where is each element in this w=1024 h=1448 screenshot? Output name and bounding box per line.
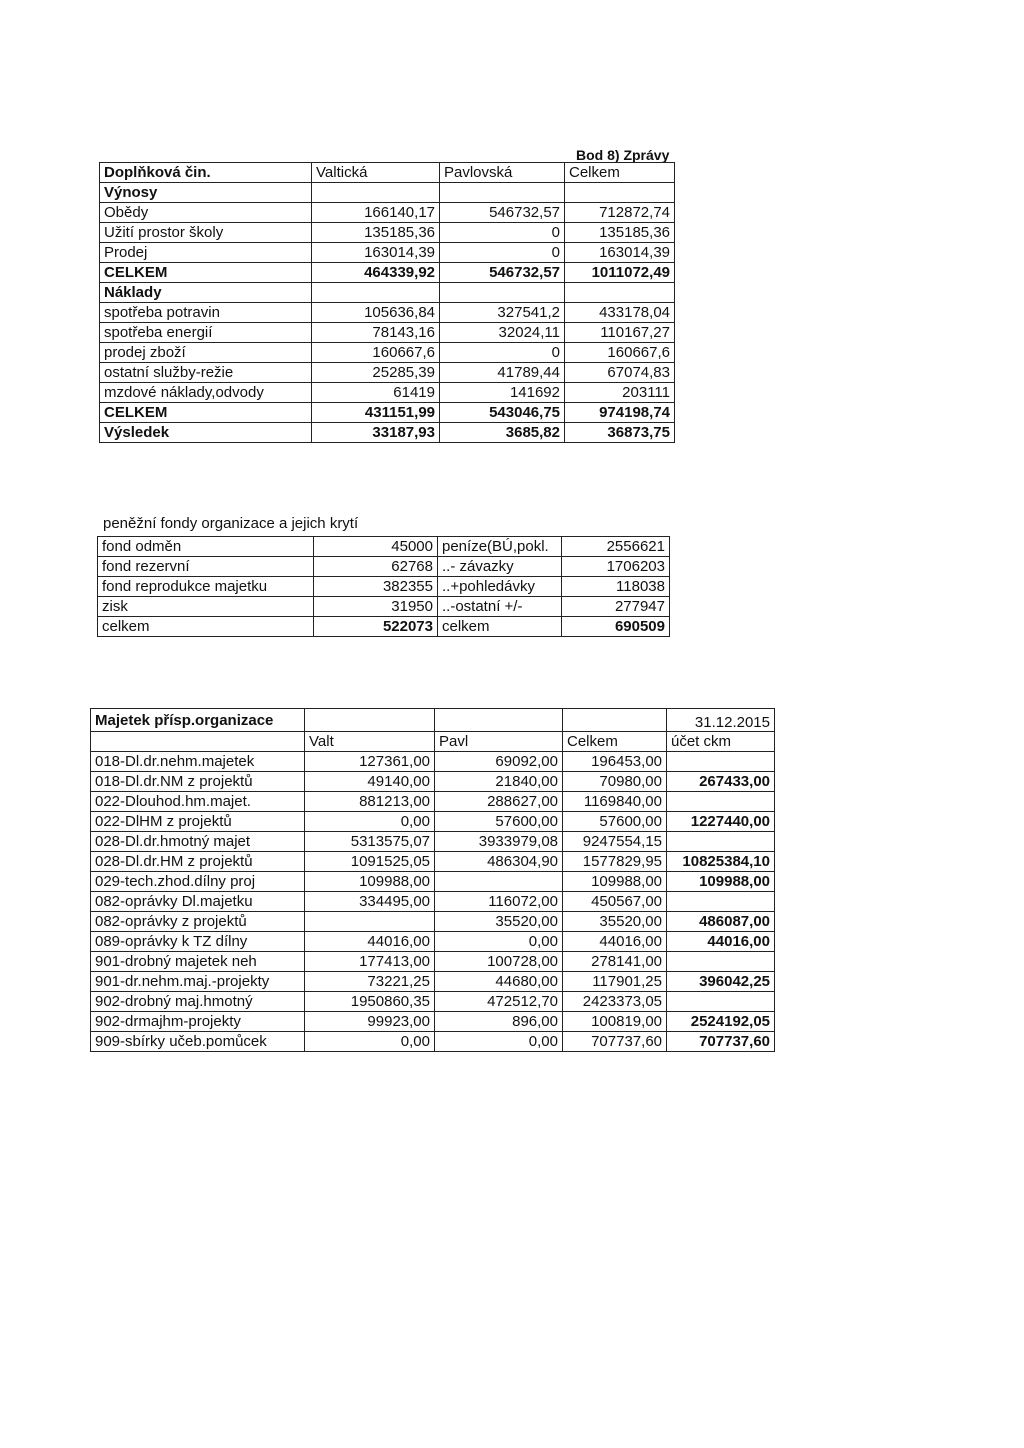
- cell-value: 1169840,00: [563, 792, 667, 812]
- cell-value: 486087,00: [667, 912, 775, 932]
- row-label: Výsledek: [100, 423, 312, 443]
- table-row: [91, 872, 775, 892]
- table-row: [100, 223, 675, 243]
- cell-value: 32024,11: [440, 323, 565, 343]
- row-label: mzdové náklady,odvody: [100, 383, 312, 403]
- table-row: [100, 303, 675, 323]
- table-row: [100, 343, 675, 363]
- table-row: [91, 892, 775, 912]
- cell-value: 160667,6: [312, 343, 440, 363]
- cell-value: 0,00: [305, 812, 435, 832]
- row-label: 018-Dl.dr.NM z projektů: [91, 772, 305, 792]
- cell-value: 100728,00: [435, 952, 563, 972]
- row-label: celkem: [98, 617, 314, 637]
- cell-value: 177413,00: [305, 952, 435, 972]
- cell-value: 70980,00: [563, 772, 667, 792]
- cell-value: [667, 792, 775, 812]
- row-label: 028-Dl.dr.hmotný majet: [91, 832, 305, 852]
- cell-value: 116072,00: [435, 892, 563, 912]
- cell-value: 45000: [314, 537, 438, 557]
- cell-value: 44680,00: [435, 972, 563, 992]
- cell-value: 896,00: [435, 1012, 563, 1032]
- table-row: [91, 1032, 775, 1052]
- result-row: [100, 423, 675, 443]
- col-header-valticka: Valtická: [312, 163, 440, 183]
- cell-value: 57600,00: [435, 812, 563, 832]
- row-label: 022-Dlouhod.hm.majet.: [91, 792, 305, 812]
- cell-value: 196453,00: [563, 752, 667, 772]
- cell-value: 141692: [440, 383, 565, 403]
- cell-value: 431151,99: [312, 403, 440, 423]
- table-assets: [90, 708, 775, 1052]
- cell-value: 21840,00: [435, 772, 563, 792]
- cell-value: 44016,00: [667, 932, 775, 952]
- cell-value: 288627,00: [435, 792, 563, 812]
- cell-value: 1227440,00: [667, 812, 775, 832]
- row-label: 029-tech.zhod.dílny proj: [91, 872, 305, 892]
- row-label: fond odměn: [98, 537, 314, 557]
- cell-value: 78143,16: [312, 323, 440, 343]
- cell-value: 2423373,05: [563, 992, 667, 1012]
- cell-value: 396042,25: [667, 972, 775, 992]
- col-header-celkem: Celkem: [565, 163, 675, 183]
- cell-value: 1577829,95: [563, 852, 667, 872]
- cell-value: [667, 952, 775, 972]
- cell-value: 433178,04: [565, 303, 675, 323]
- cell-value: 0,00: [305, 1032, 435, 1052]
- table-row: [91, 812, 775, 832]
- col-header-celkem: Celkem: [563, 732, 667, 752]
- table-title-row: [91, 709, 775, 732]
- table-row: [91, 932, 775, 952]
- cell-value: 881213,00: [305, 792, 435, 812]
- row-label: Obědy: [100, 203, 312, 223]
- cell-value: 109988,00: [305, 872, 435, 892]
- cell-value: 69092,00: [435, 752, 563, 772]
- cell-value: 62768: [314, 557, 438, 577]
- cell-value: 105636,84: [312, 303, 440, 323]
- cell-value: 57600,00: [563, 812, 667, 832]
- cell-value: 67074,83: [565, 363, 675, 383]
- table-row: [91, 852, 775, 872]
- header-note: Bod 8) Zprávy: [576, 147, 670, 163]
- row-label: 902-drobný maj.hmotný: [91, 992, 305, 1012]
- cell-value: 334495,00: [305, 892, 435, 912]
- cell-value: ..+pohledávky: [438, 577, 562, 597]
- cell-value: 712872,74: [565, 203, 675, 223]
- cell-value: [435, 872, 563, 892]
- cell-value: peníze(BÚ,pokl.: [438, 537, 562, 557]
- cell-value: 44016,00: [563, 932, 667, 952]
- cell-value: ..- závazky: [438, 557, 562, 577]
- row-label: zisk: [98, 597, 314, 617]
- cell-value: ..-ostatní +/-: [438, 597, 562, 617]
- cell-value: 99923,00: [305, 1012, 435, 1032]
- col-header-pavlovska: Pavlovská: [440, 163, 565, 183]
- table-row: [91, 752, 775, 772]
- cell-value: 486304,90: [435, 852, 563, 872]
- cell-value: 974198,74: [565, 403, 675, 423]
- row-label: CELKEM: [100, 403, 312, 423]
- cell-value: 464339,92: [312, 263, 440, 283]
- cell-value: 707737,60: [667, 1032, 775, 1052]
- table-row: [91, 972, 775, 992]
- row-label: 082-oprávky z projektů: [91, 912, 305, 932]
- cell-value: 278141,00: [563, 952, 667, 972]
- cell-value: 0,00: [435, 1032, 563, 1052]
- table-row: [98, 577, 670, 597]
- cell-value: 35520,00: [435, 912, 563, 932]
- table-funds: [97, 536, 670, 637]
- cell-value: 9247554,15: [563, 832, 667, 852]
- cell-value: 35520,00: [563, 912, 667, 932]
- cell-value: 690509: [562, 617, 670, 637]
- total-row: [100, 263, 675, 283]
- cell-value: 5313575,07: [305, 832, 435, 852]
- section-row: [100, 183, 675, 203]
- cell-value: 2524192,05: [667, 1012, 775, 1032]
- cell-value: 49140,00: [305, 772, 435, 792]
- table-row: [91, 992, 775, 1012]
- table-row: [91, 772, 775, 792]
- cell-value: 543046,75: [440, 403, 565, 423]
- cell-value: 203111: [565, 383, 675, 403]
- row-label: celkem: [438, 617, 562, 637]
- cell-value: 160667,6: [565, 343, 675, 363]
- row-label: 902-drmajhm-projekty: [91, 1012, 305, 1032]
- table-row: [91, 832, 775, 852]
- cell-value: 3685,82: [440, 423, 565, 443]
- cell-value: 3933979,08: [435, 832, 563, 852]
- table-row: [100, 203, 675, 223]
- cell-value: 135185,36: [312, 223, 440, 243]
- section-label-revenue: Výnosy: [100, 183, 312, 203]
- cell-value: 1011072,49: [565, 263, 675, 283]
- cell-value: 450567,00: [563, 892, 667, 912]
- cell-value: 1706203: [562, 557, 670, 577]
- cell-value: 382355: [314, 577, 438, 597]
- table-row: [91, 1012, 775, 1032]
- cell-value: 110167,27: [565, 323, 675, 343]
- col-header-ucet-ckm: účet ckm: [667, 732, 775, 752]
- cell-value: [305, 912, 435, 932]
- row-label: 089-oprávky k TZ dílny: [91, 932, 305, 952]
- table-header-row: [100, 163, 675, 183]
- cell-value: 472512,70: [435, 992, 563, 1012]
- cell-value: 73221,25: [305, 972, 435, 992]
- table-row: [100, 383, 675, 403]
- cell-value: 109988,00: [667, 872, 775, 892]
- cell-value: 100819,00: [563, 1012, 667, 1032]
- cell-value: 163014,39: [312, 243, 440, 263]
- cell-value: [667, 892, 775, 912]
- cell-value: 117901,25: [563, 972, 667, 992]
- table-row: [91, 912, 775, 932]
- row-label: 018-Dl.dr.nehm.majetek: [91, 752, 305, 772]
- table-row: [100, 243, 675, 263]
- section-label-costs: Náklady: [100, 283, 312, 303]
- cell-value: 31950: [314, 597, 438, 617]
- cell-value: 267433,00: [667, 772, 775, 792]
- cell-value: 0,00: [435, 932, 563, 952]
- cell-value: 10825384,10: [667, 852, 775, 872]
- cell-value: 1950860,35: [305, 992, 435, 1012]
- table-supplementary-activity: [99, 162, 675, 443]
- cell-value: 522073: [314, 617, 438, 637]
- cell-value: 33187,93: [312, 423, 440, 443]
- cell-value: 118038: [562, 577, 670, 597]
- assets-title: Majetek přísp.organizace: [91, 709, 305, 732]
- row-label: CELKEM: [100, 263, 312, 283]
- total-row: [98, 617, 670, 637]
- row-label: fond rezervní: [98, 557, 314, 577]
- cell-value: 44016,00: [305, 932, 435, 952]
- cell-value: 127361,00: [305, 752, 435, 772]
- cell-value: 546732,57: [440, 203, 565, 223]
- row-label: spotřeba potravin: [100, 303, 312, 323]
- cell-value: 707737,60: [563, 1032, 667, 1052]
- assets-date: 31.12.2015: [667, 709, 775, 732]
- row-label: fond reprodukce majetku: [98, 577, 314, 597]
- cell-value: 109988,00: [563, 872, 667, 892]
- row-label: 082-oprávky Dl.majetku: [91, 892, 305, 912]
- cell-value: 166140,17: [312, 203, 440, 223]
- funds-caption: peněžní fondy organizace a jejich krytí: [103, 515, 359, 532]
- cell-value: 2556621: [562, 537, 670, 557]
- cell-value: 546732,57: [440, 263, 565, 283]
- table-row: [98, 537, 670, 557]
- table-header-row: [91, 732, 775, 752]
- row-label: 901-drobný majetek neh: [91, 952, 305, 972]
- col-header-pavl: Pavl: [435, 732, 563, 752]
- cell-value: 61419: [312, 383, 440, 403]
- row-label: prodej zboží: [100, 343, 312, 363]
- table-row: [100, 323, 675, 343]
- cell-value: 135185,36: [565, 223, 675, 243]
- row-label: Užití prostor školy: [100, 223, 312, 243]
- cell-value: 25285,39: [312, 363, 440, 383]
- cell-value: [667, 832, 775, 852]
- col-header-activity: Doplňková čin.: [100, 163, 312, 183]
- table-row: [91, 792, 775, 812]
- row-label: 022-DlHM z projektů: [91, 812, 305, 832]
- table-row: [91, 952, 775, 972]
- table-row: [98, 557, 670, 577]
- row-label: Prodej: [100, 243, 312, 263]
- cell-value: [667, 752, 775, 772]
- cell-value: 0: [440, 343, 565, 363]
- cell-value: 0: [440, 223, 565, 243]
- cell-value: 41789,44: [440, 363, 565, 383]
- table-row: [100, 363, 675, 383]
- row-label: spotřeba energií: [100, 323, 312, 343]
- section-row: [100, 283, 675, 303]
- row-label: 028-Dl.dr.HM z projektů: [91, 852, 305, 872]
- cell-value: 1091525,05: [305, 852, 435, 872]
- col-header-valt: Valt: [305, 732, 435, 752]
- total-row: [100, 403, 675, 423]
- cell-value: 277947: [562, 597, 670, 617]
- cell-value: 163014,39: [565, 243, 675, 263]
- cell-value: 0: [440, 243, 565, 263]
- cell-value: 327541,2: [440, 303, 565, 323]
- row-label: 901-dr.nehm.maj.-projekty: [91, 972, 305, 992]
- row-label: 909-sbírky učeb.pomůcek: [91, 1032, 305, 1052]
- table-row: [98, 597, 670, 617]
- row-label: ostatní služby-režie: [100, 363, 312, 383]
- cell-value: [667, 992, 775, 1012]
- cell-value: 36873,75: [565, 423, 675, 443]
